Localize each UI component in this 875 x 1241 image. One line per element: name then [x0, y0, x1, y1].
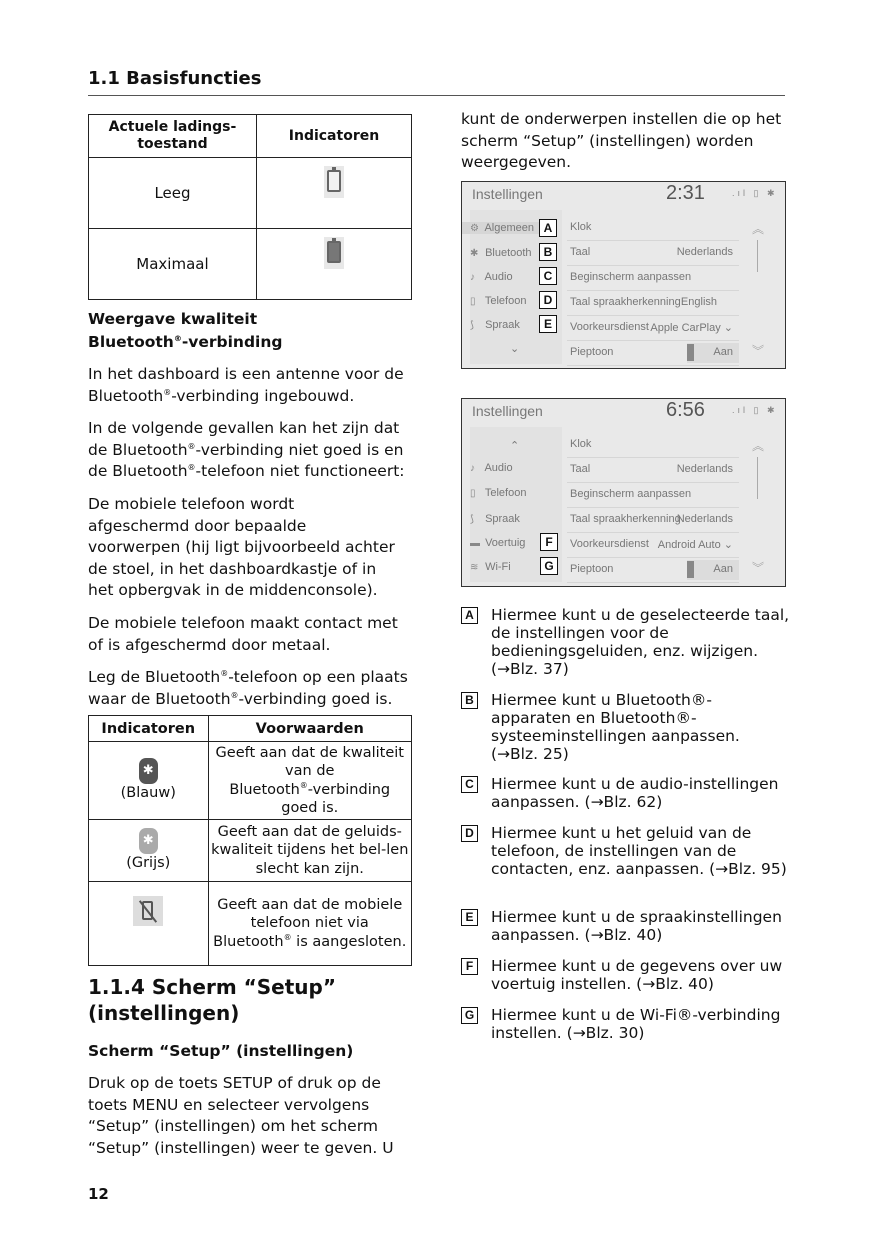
- state-cell: Maximaal: [89, 229, 257, 300]
- col-header-indicators: Indicatoren: [89, 716, 209, 742]
- phone-not-connected-icon: [133, 896, 163, 926]
- bluetooth-icon: ✱: [470, 248, 479, 259]
- scrollbar[interactable]: [757, 457, 758, 499]
- paragraph: In de volgende gevallen kan het zijn dat de Bluetooth®-verbinding niet goed is en de Bluetooth®-telefoon niet functioneert:: [88, 419, 405, 480]
- phone-icon: ▯: [470, 488, 476, 499]
- header-rule: [88, 95, 785, 96]
- legend-item-a: A Hiermee kunt u de geselecteerde taal, de instellingen voor de bedieningsgeluiden, enz. wijzigen. (→Blz. 37): [461, 606, 791, 678]
- paragraph: Druk op de toets SETUP of druk op de toets MENU en selecteer vervolgens “Setup” (instellingen) om het scherm “Setup” (instellingen) weer te geven. U: [88, 1074, 394, 1157]
- car-icon: ▬: [470, 538, 480, 549]
- chevron-up-icon[interactable]: ⌃: [510, 440, 520, 452]
- sidebar-item-bluetooth[interactable]: ✱ Bluetooth: [470, 247, 532, 259]
- condition-cell: Geeft aan dat de mobiele telefoon niet via Bluetooth® is aangesloten.: [208, 882, 412, 966]
- scrollbar[interactable]: [757, 240, 758, 272]
- scroll-up-icon[interactable]: ︽: [752, 439, 765, 453]
- voice-icon: ⟆: [470, 320, 474, 331]
- legend-item-g: G Hiermee kunt u de Wi-Fi®-verbinding instellen. (→Blz. 30): [461, 1006, 791, 1042]
- indicator-table: [88, 715, 412, 966]
- gear-icon: ⚙: [470, 223, 479, 234]
- table-row: ✱ (Blauw) Geeft aan dat de kwaliteit van de Bluetooth®-verbinding goed is.: [89, 742, 412, 820]
- paragraph: kunt de onderwerpen instellen die op het scherm “Setup” (instellingen) worden weergegeven.: [461, 110, 782, 171]
- list-item[interactable]: Voorkeursdienst Apple CarPlay ⌄: [567, 316, 739, 341]
- sidebar-item-wifi[interactable]: ≋ Wi-Fi: [470, 561, 511, 573]
- settings-list: [567, 433, 739, 583]
- paragraph: De mobiele telefoon maakt contact met of is afgeschermd door metaal.: [88, 614, 398, 654]
- voice-icon: ⟆: [470, 514, 474, 525]
- paragraph: De mobiele telefoon wordt afgeschermd door bepaalde voorwerpen (hij ligt bijvoorbeeld achter de stoel, in het dashboardkastje of in het opbergvak in de middenconsole).: [88, 495, 395, 599]
- list-item[interactable]: Taal spraakherkenning English: [567, 291, 739, 316]
- page-number: 12: [88, 1185, 109, 1203]
- paragraph: Leg de Bluetooth®-telefoon op een plaats waar de Bluetooth®-verbinding goed is.: [88, 668, 408, 708]
- bt-quality-heading: Weergave kwaliteit Bluetooth®-verbinding: [88, 310, 283, 351]
- legend-item-b: B Hiermee kunt u Bluetooth®-apparaten en Bluetooth®-systeeminstellingen aanpassen. (→Blz. 25): [461, 691, 791, 763]
- col-header-state: Actuele ladings- toestand: [89, 115, 257, 158]
- table-row: [89, 882, 412, 966]
- list-item[interactable]: Pieptoon Aan: [567, 558, 739, 583]
- list-item[interactable]: Pieptoon Aan: [567, 341, 739, 366]
- paragraph: In het dashboard is een antenne voor de Bluetooth®-verbinding ingebouwd.: [88, 365, 404, 405]
- list-item[interactable]: Voorkeursdienst Android Auto ⌄: [567, 533, 739, 558]
- section-heading: 1.1.4 Scherm “Setup” (instellingen): [88, 975, 337, 1025]
- col-header-indicators: Indicatoren: [256, 115, 411, 158]
- sidebar-item-spraak[interactable]: ⟆ Spraak: [470, 319, 520, 331]
- list-item[interactable]: Beginscherm aanpassen: [567, 266, 739, 291]
- bluetooth-grey-icon: ✱: [139, 828, 158, 854]
- condition-cell: Geeft aan dat de geluids-kwaliteit tijdens het bel-len slecht kan zijn.: [208, 820, 412, 882]
- sidebar-item-spraak[interactable]: ⟆ Spraak: [470, 513, 520, 525]
- legend-item-e: E Hiermee kunt u de spraakinstellingen aanpassen. (→Blz. 40): [461, 908, 791, 944]
- section-title: 1.1 Basisfuncties: [88, 68, 262, 89]
- scroll-down-icon[interactable]: ︾: [752, 344, 765, 358]
- clock: 2:31: [666, 182, 705, 204]
- list-item[interactable]: Beginscherm aanpassen: [567, 483, 739, 508]
- screen-title: Instellingen: [472, 186, 543, 202]
- scroll-down-icon[interactable]: ︾: [752, 561, 765, 575]
- scroll-up-icon[interactable]: ︽: [752, 222, 765, 236]
- col-header-conditions: Voorwaarden: [208, 716, 412, 742]
- sidebar-item-voertuig[interactable]: ▬ Voertuig: [470, 537, 526, 549]
- battery-empty-icon: [324, 166, 344, 198]
- sidebar-item-algemeen[interactable]: ⚙ Algemeen: [462, 222, 540, 234]
- list-item[interactable]: Taal spraakherkenning Nederlands: [567, 508, 739, 533]
- status-icons: .ıl ▯ ✱: [732, 188, 778, 198]
- legend-item-c: C Hiermee kunt u de audio-instellingen aanpassen. (→Blz. 62): [461, 775, 791, 811]
- battery-full-icon: [324, 237, 344, 269]
- list-item[interactable]: Klok: [567, 216, 739, 241]
- list-item[interactable]: Klok: [567, 433, 739, 458]
- phone-icon: ▯: [470, 296, 476, 307]
- clock: 6:56: [666, 399, 705, 421]
- sidebar-item-telefoon[interactable]: ▯ Telefoon: [470, 487, 527, 499]
- marker-e: E: [539, 315, 557, 333]
- sidebar-item-telefoon[interactable]: ▯ Telefoon: [470, 295, 527, 307]
- list-item[interactable]: Taal Nederlands: [567, 241, 739, 266]
- chevron-down-icon[interactable]: ⌄: [510, 343, 520, 355]
- marker-f: F: [540, 533, 558, 551]
- marker-a: A: [539, 219, 557, 237]
- settings-screenshot-1: [461, 181, 786, 369]
- subheading: Scherm “Setup” (instellingen): [88, 1042, 354, 1060]
- marker-g: G: [540, 557, 558, 575]
- legend-item-d: D Hiermee kunt u het geluid van de telefoon, de instellingen van de contacten, enz. aanpassen. (→Blz. 95): [461, 824, 791, 878]
- settings-screenshot-2: [461, 398, 786, 587]
- music-note-icon: ♪: [470, 272, 475, 283]
- status-icons: .ıl ▯ ✱: [732, 405, 778, 415]
- condition-cell: Geeft aan dat de kwaliteit van de Bluetooth®-verbinding goed is.: [208, 742, 412, 820]
- marker-c: C: [539, 267, 557, 285]
- screen-title: Instellingen: [472, 403, 543, 419]
- wifi-icon: ≋: [470, 562, 479, 573]
- table-row: [89, 158, 412, 229]
- battery-table: [88, 114, 412, 300]
- sidebar-item-audio[interactable]: ♪ Audio: [470, 271, 513, 283]
- list-item[interactable]: Taal Nederlands: [567, 458, 739, 483]
- marker-b: B: [539, 243, 557, 261]
- table-row: [89, 229, 412, 300]
- table-row: ✱ (Grijs) Geeft aan dat de geluids-kwaliteit tijdens het bel-len slecht kan zijn.: [89, 820, 412, 882]
- settings-list: [567, 216, 739, 366]
- marker-d: D: [539, 291, 557, 309]
- sidebar-item-audio[interactable]: ♪ Audio: [470, 462, 513, 474]
- music-note-icon: ♪: [470, 463, 475, 474]
- legend-item-f: F Hiermee kunt u de gegevens over uw voertuig instellen. (→Blz. 40): [461, 957, 791, 993]
- bluetooth-blue-icon: ✱: [139, 758, 158, 784]
- state-cell: Leeg: [89, 158, 257, 229]
